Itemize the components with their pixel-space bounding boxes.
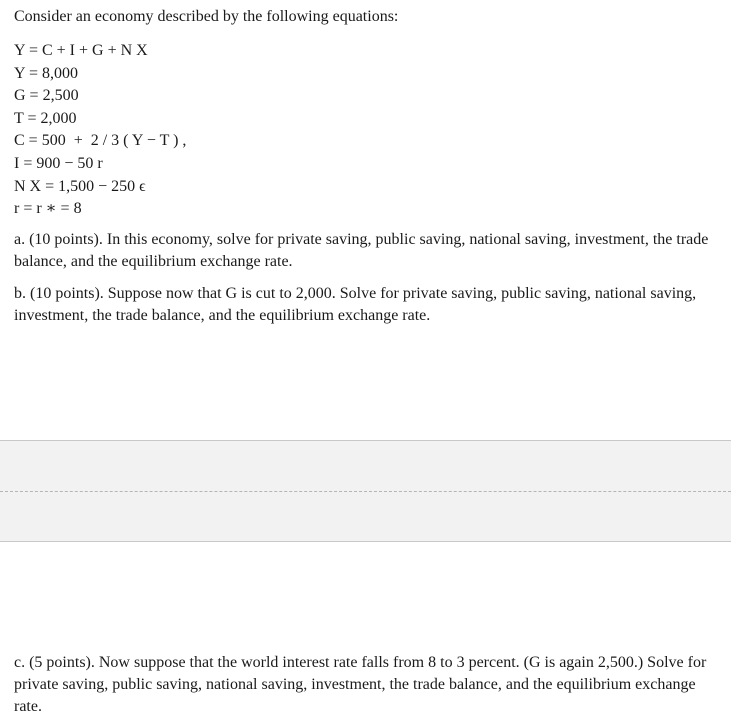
question-b: b. (10 points). Suppose now that G is cut to 2,000. Solve for private saving, public saving, national saving, investment, the trade balance, and the equilibrium exchange rate.	[14, 285, 697, 324]
equation-interest-rate: r = r ∗ = 8	[14, 200, 82, 218]
equation-consumption: C = 500 + 2 / 3 ( Y − T ) ,	[14, 132, 187, 150]
equation-list	[14, 40, 186, 221]
equation-output: Y = 8,000	[14, 64, 78, 82]
question-a: a. (10 points). In this economy, solve for private saving, public saving, national saving, investment, the trade balance, and the equilibrium exchange rate.	[14, 231, 709, 270]
answer-area[interactable]	[0, 440, 731, 542]
question-c: c. (5 points). Now suppose that the world interest rate falls from 8 to 3 percent. (G is again 2,500.) Solve for private saving, public saving, national saving, investment, the trade balance, and the equilibrium exchange rate.	[14, 654, 707, 715]
equation-government: G = 2,500	[14, 87, 79, 105]
equation-investment: I = 900 − 50 r	[14, 154, 103, 172]
equation-net-exports: N X = 1,500 − 250 ϵ	[14, 177, 146, 195]
answer-divider	[0, 491, 731, 492]
equation-identity: Y = C + I + G + N X	[14, 42, 148, 59]
intro-text: Consider an economy described by the following equations:	[14, 8, 399, 25]
equation-taxes: T = 2,000	[14, 109, 77, 127]
